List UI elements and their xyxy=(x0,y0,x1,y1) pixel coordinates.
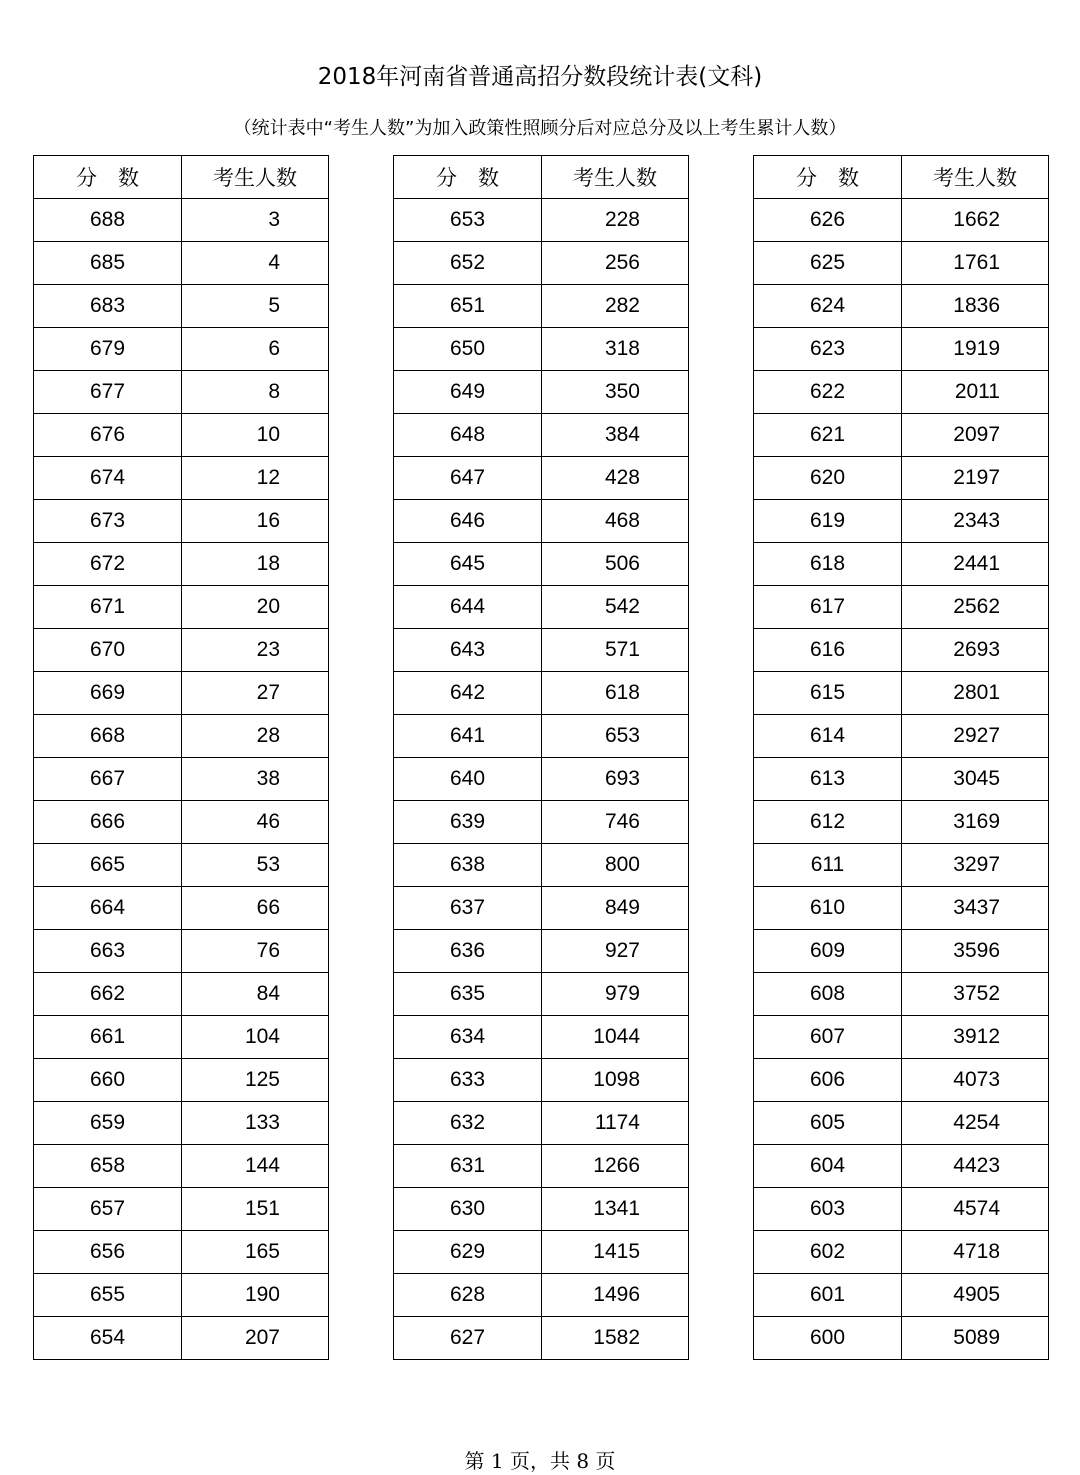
table-header-row xyxy=(34,156,329,199)
score-cell: 657 xyxy=(34,1188,182,1231)
score-cell: 607 xyxy=(754,1016,902,1059)
score-cell: 655 xyxy=(34,1274,182,1317)
count-cell: 3752 xyxy=(902,973,1049,1016)
table-row xyxy=(34,1231,329,1274)
count-cell: 350 xyxy=(542,371,689,414)
score-cell: 668 xyxy=(34,715,182,758)
table-header-row xyxy=(394,156,689,199)
table-row xyxy=(754,629,1049,672)
count-cell: 4254 xyxy=(902,1102,1049,1145)
count-cell: 4423 xyxy=(902,1145,1049,1188)
count-cell: 104 xyxy=(182,1016,329,1059)
score-cell: 604 xyxy=(754,1145,902,1188)
count-cell: 66 xyxy=(182,887,329,930)
score-cell: 666 xyxy=(34,801,182,844)
table-row xyxy=(34,457,329,500)
table-row xyxy=(394,371,689,414)
table-row xyxy=(394,328,689,371)
table-row xyxy=(754,1231,1049,1274)
table-row xyxy=(754,285,1049,328)
table-row xyxy=(754,715,1049,758)
count-cell: 125 xyxy=(182,1059,329,1102)
count-cell: 5 xyxy=(182,285,329,328)
count-cell: 4718 xyxy=(902,1231,1049,1274)
table-row xyxy=(394,285,689,328)
count-cell: 693 xyxy=(542,758,689,801)
table-row xyxy=(394,543,689,586)
score-cell: 645 xyxy=(394,543,542,586)
table-row xyxy=(754,1274,1049,1317)
count-cell: 653 xyxy=(542,715,689,758)
table-row xyxy=(34,199,329,242)
table-row xyxy=(754,844,1049,887)
table-row xyxy=(34,414,329,457)
table-row xyxy=(754,801,1049,844)
count-cell: 228 xyxy=(542,199,689,242)
table-row xyxy=(394,1231,689,1274)
table-row xyxy=(34,1274,329,1317)
score-cell: 661 xyxy=(34,1016,182,1059)
table-row xyxy=(754,930,1049,973)
score-cell: 664 xyxy=(34,887,182,930)
table-row xyxy=(34,973,329,1016)
table-row xyxy=(394,1102,689,1145)
count-cell: 282 xyxy=(542,285,689,328)
table-row xyxy=(34,1059,329,1102)
score-cell: 660 xyxy=(34,1059,182,1102)
count-cell: 2801 xyxy=(902,672,1049,715)
table-row xyxy=(34,1145,329,1188)
score-cell: 615 xyxy=(754,672,902,715)
score-cell: 602 xyxy=(754,1231,902,1274)
table-row xyxy=(754,199,1049,242)
score-cell: 606 xyxy=(754,1059,902,1102)
score-cell: 639 xyxy=(394,801,542,844)
count-cell: 4905 xyxy=(902,1274,1049,1317)
table-row xyxy=(394,715,689,758)
score-cell: 629 xyxy=(394,1231,542,1274)
score-cell: 638 xyxy=(394,844,542,887)
count-cell: 506 xyxy=(542,543,689,586)
score-cell: 658 xyxy=(34,1145,182,1188)
count-cell: 746 xyxy=(542,801,689,844)
table-row xyxy=(394,586,689,629)
count-cell: 18 xyxy=(182,543,329,586)
score-cell: 648 xyxy=(394,414,542,457)
count-cell: 3437 xyxy=(902,887,1049,930)
score-cell: 670 xyxy=(34,629,182,672)
count-cell: 10 xyxy=(182,414,329,457)
count-cell: 3297 xyxy=(902,844,1049,887)
table-row xyxy=(34,500,329,543)
count-cell: 76 xyxy=(182,930,329,973)
count-cell: 1919 xyxy=(902,328,1049,371)
score-cell: 610 xyxy=(754,887,902,930)
count-cell: 20 xyxy=(182,586,329,629)
table-row xyxy=(394,1059,689,1102)
count-cell: 571 xyxy=(542,629,689,672)
table-header-row xyxy=(754,156,1049,199)
score-cell: 647 xyxy=(394,457,542,500)
score-cell: 631 xyxy=(394,1145,542,1188)
count-cell: 2441 xyxy=(902,543,1049,586)
score-cell: 618 xyxy=(754,543,902,586)
count-cell: 190 xyxy=(182,1274,329,1317)
page-footer: 第 1 页，共 8 页 xyxy=(464,1449,616,1473)
table-row xyxy=(34,285,329,328)
count-cell: 53 xyxy=(182,844,329,887)
count-cell: 1098 xyxy=(542,1059,689,1102)
count-cell: 256 xyxy=(542,242,689,285)
count-cell: 4073 xyxy=(902,1059,1049,1102)
count-cell: 2343 xyxy=(902,500,1049,543)
header-count: 考生人数 xyxy=(542,156,689,199)
score-cell: 642 xyxy=(394,672,542,715)
table-row xyxy=(754,672,1049,715)
count-cell: 2927 xyxy=(902,715,1049,758)
score-table-2 xyxy=(393,155,689,1360)
score-cell: 667 xyxy=(34,758,182,801)
score-cell: 688 xyxy=(34,199,182,242)
table-row xyxy=(34,844,329,887)
score-cell: 612 xyxy=(754,801,902,844)
count-cell: 428 xyxy=(542,457,689,500)
table-row xyxy=(34,1016,329,1059)
table-row xyxy=(754,973,1049,1016)
count-cell: 1836 xyxy=(902,285,1049,328)
table-row xyxy=(754,242,1049,285)
count-cell: 1496 xyxy=(542,1274,689,1317)
score-cell: 627 xyxy=(394,1317,542,1360)
table-row xyxy=(34,1188,329,1231)
count-cell: 384 xyxy=(542,414,689,457)
table-row xyxy=(34,328,329,371)
table-row xyxy=(34,1317,329,1360)
score-cell: 632 xyxy=(394,1102,542,1145)
count-cell: 4574 xyxy=(902,1188,1049,1231)
table-row xyxy=(34,629,329,672)
count-cell: 2097 xyxy=(902,414,1049,457)
count-cell: 3912 xyxy=(902,1016,1049,1059)
table-row xyxy=(394,1274,689,1317)
table-row xyxy=(34,1102,329,1145)
count-cell: 800 xyxy=(542,844,689,887)
count-cell: 38 xyxy=(182,758,329,801)
score-cell: 623 xyxy=(754,328,902,371)
count-cell: 8 xyxy=(182,371,329,414)
table-row xyxy=(34,543,329,586)
header-score: 分 数 xyxy=(394,156,542,199)
table-row xyxy=(394,758,689,801)
score-cell: 626 xyxy=(754,199,902,242)
count-cell: 849 xyxy=(542,887,689,930)
score-cell: 640 xyxy=(394,758,542,801)
count-cell: 2011 xyxy=(902,371,1049,414)
score-cell: 665 xyxy=(34,844,182,887)
score-cell: 622 xyxy=(754,371,902,414)
count-cell: 27 xyxy=(182,672,329,715)
table-row xyxy=(394,973,689,1016)
score-cell: 635 xyxy=(394,973,542,1016)
count-cell: 2197 xyxy=(902,457,1049,500)
count-cell: 318 xyxy=(542,328,689,371)
score-cell: 617 xyxy=(754,586,902,629)
table-row xyxy=(754,586,1049,629)
score-cell: 652 xyxy=(394,242,542,285)
score-cell: 603 xyxy=(754,1188,902,1231)
count-cell: 1174 xyxy=(542,1102,689,1145)
table-row xyxy=(754,457,1049,500)
score-cell: 636 xyxy=(394,930,542,973)
table-row xyxy=(394,887,689,930)
score-cell: 644 xyxy=(394,586,542,629)
table-row xyxy=(34,586,329,629)
score-table-3 xyxy=(753,155,1049,1360)
table-row xyxy=(34,715,329,758)
table-row xyxy=(394,930,689,973)
count-cell: 28 xyxy=(182,715,329,758)
table-row xyxy=(754,1102,1049,1145)
table-row xyxy=(394,242,689,285)
score-cell: 650 xyxy=(394,328,542,371)
score-cell: 641 xyxy=(394,715,542,758)
table-row xyxy=(34,672,329,715)
table-row xyxy=(394,672,689,715)
score-cell: 651 xyxy=(394,285,542,328)
score-cell: 614 xyxy=(754,715,902,758)
count-cell: 618 xyxy=(542,672,689,715)
count-cell: 1761 xyxy=(902,242,1049,285)
score-cell: 608 xyxy=(754,973,902,1016)
table-row xyxy=(394,457,689,500)
count-cell: 2693 xyxy=(902,629,1049,672)
count-cell: 165 xyxy=(182,1231,329,1274)
table-row xyxy=(34,371,329,414)
page-title: 2018年河南省普通高招分数段统计表(文科) xyxy=(317,64,763,90)
score-cell: 613 xyxy=(754,758,902,801)
score-cell: 656 xyxy=(34,1231,182,1274)
count-cell: 1582 xyxy=(542,1317,689,1360)
count-cell: 6 xyxy=(182,328,329,371)
table-row xyxy=(34,242,329,285)
page-subtitle: （统计表中“考生人数”为加入政策性照顾分后对应总分及以上考生累计人数） xyxy=(233,118,847,139)
count-cell: 1662 xyxy=(902,199,1049,242)
count-cell: 5089 xyxy=(902,1317,1049,1360)
score-cell: 663 xyxy=(34,930,182,973)
table-row xyxy=(754,758,1049,801)
table-row xyxy=(34,930,329,973)
count-cell: 1266 xyxy=(542,1145,689,1188)
score-cell: 625 xyxy=(754,242,902,285)
count-cell: 23 xyxy=(182,629,329,672)
score-cell: 659 xyxy=(34,1102,182,1145)
table-row xyxy=(394,1188,689,1231)
count-cell: 12 xyxy=(182,457,329,500)
table-row xyxy=(34,758,329,801)
score-cell: 634 xyxy=(394,1016,542,1059)
score-cell: 674 xyxy=(34,457,182,500)
table-row xyxy=(394,199,689,242)
count-cell: 3596 xyxy=(902,930,1049,973)
count-cell: 133 xyxy=(182,1102,329,1145)
table-row xyxy=(394,1016,689,1059)
score-cell: 685 xyxy=(34,242,182,285)
table-row xyxy=(394,844,689,887)
table-row xyxy=(394,500,689,543)
score-cell: 600 xyxy=(754,1317,902,1360)
table-row xyxy=(394,1317,689,1360)
score-cell: 601 xyxy=(754,1274,902,1317)
count-cell: 979 xyxy=(542,973,689,1016)
table-row xyxy=(34,801,329,844)
table-row xyxy=(754,543,1049,586)
count-cell: 542 xyxy=(542,586,689,629)
score-cell: 646 xyxy=(394,500,542,543)
table-row xyxy=(394,801,689,844)
count-cell: 84 xyxy=(182,973,329,1016)
score-cell: 643 xyxy=(394,629,542,672)
header-count: 考生人数 xyxy=(902,156,1049,199)
table-row xyxy=(394,1145,689,1188)
table-row xyxy=(394,414,689,457)
table-row xyxy=(754,414,1049,457)
count-cell: 1415 xyxy=(542,1231,689,1274)
score-cell: 677 xyxy=(34,371,182,414)
score-cell: 653 xyxy=(394,199,542,242)
score-cell: 637 xyxy=(394,887,542,930)
table-row xyxy=(754,1016,1049,1059)
score-cell: 669 xyxy=(34,672,182,715)
score-cell: 671 xyxy=(34,586,182,629)
table-row xyxy=(394,629,689,672)
table-row xyxy=(754,371,1049,414)
score-cell: 620 xyxy=(754,457,902,500)
table-row xyxy=(754,1188,1049,1231)
score-cell: 679 xyxy=(34,328,182,371)
count-cell: 3169 xyxy=(902,801,1049,844)
count-cell: 4 xyxy=(182,242,329,285)
count-cell: 927 xyxy=(542,930,689,973)
score-cell: 633 xyxy=(394,1059,542,1102)
count-cell: 3 xyxy=(182,199,329,242)
score-cell: 611 xyxy=(754,844,902,887)
table-row xyxy=(34,887,329,930)
score-cell: 619 xyxy=(754,500,902,543)
table-row xyxy=(754,1059,1049,1102)
table-row xyxy=(754,887,1049,930)
score-cell: 605 xyxy=(754,1102,902,1145)
score-cell: 609 xyxy=(754,930,902,973)
score-table-1 xyxy=(33,155,329,1360)
count-cell: 2562 xyxy=(902,586,1049,629)
count-cell: 3045 xyxy=(902,758,1049,801)
score-cell: 662 xyxy=(34,973,182,1016)
table-row xyxy=(754,328,1049,371)
table-row xyxy=(754,500,1049,543)
count-cell: 1341 xyxy=(542,1188,689,1231)
score-cell: 630 xyxy=(394,1188,542,1231)
table-row xyxy=(754,1145,1049,1188)
count-cell: 151 xyxy=(182,1188,329,1231)
header-score: 分 数 xyxy=(34,156,182,199)
count-cell: 16 xyxy=(182,500,329,543)
count-cell: 1044 xyxy=(542,1016,689,1059)
count-cell: 468 xyxy=(542,500,689,543)
score-cell: 654 xyxy=(34,1317,182,1360)
count-cell: 46 xyxy=(182,801,329,844)
score-cell: 628 xyxy=(394,1274,542,1317)
header-score: 分 数 xyxy=(754,156,902,199)
score-cell: 673 xyxy=(34,500,182,543)
score-cell: 621 xyxy=(754,414,902,457)
score-cell: 676 xyxy=(34,414,182,457)
score-cell: 683 xyxy=(34,285,182,328)
count-cell: 144 xyxy=(182,1145,329,1188)
score-cell: 624 xyxy=(754,285,902,328)
count-cell: 207 xyxy=(182,1317,329,1360)
header-count: 考生人数 xyxy=(182,156,329,199)
score-cell: 616 xyxy=(754,629,902,672)
score-cell: 649 xyxy=(394,371,542,414)
score-cell: 672 xyxy=(34,543,182,586)
table-row xyxy=(754,1317,1049,1360)
